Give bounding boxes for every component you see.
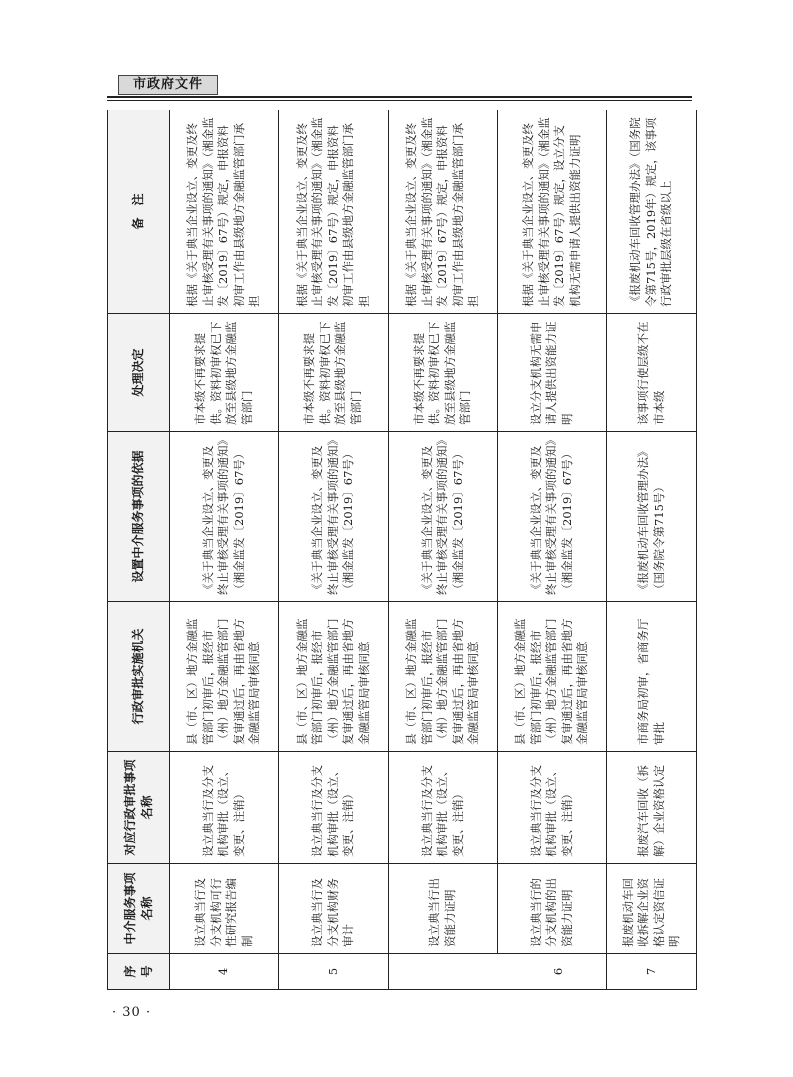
table-row [388,110,497,990]
cell-approval-name: 设立典当行及分支机构审批（设立、变更、注销） [388,752,497,864]
cell-authority: 县（市、区）地方金融监管部门初审后，报经市（州）地方金融监管部门复审通过后，再由省地方金融监管局审核同意 [170,602,279,752]
cell-seq: 7 [607,954,697,990]
col-header-remark: 备 注 [108,110,170,314]
table-header-row [108,110,170,990]
cell-approval-name: 报废汽车回收（拆解）企业资格认定 [607,752,697,864]
cell-decision: 设立分支机构无需申请人提供出资能力证明 [497,314,606,432]
cell-basis: 《关于典当企业设立、变更及终止审核受理有关事项的通知》（湘金监发〔2019〕67号） [170,432,279,602]
header-rule [107,96,692,98]
col-header-seq: 序号 [108,954,170,990]
cell-remark: 《报废机动车回收管理办法》（国务院令第715号，2019年）规定，该事项行政审批层级在省级以上 [607,110,697,314]
cell-remark: 根据《关于典当企业设立、变更及终止审核受理有关事项的通知》（湘金监发〔2019〕67号）规定，申报资料初审工作由县级地方金融监管部门承担 [170,110,279,314]
table-row [497,110,606,990]
cell-service-name: 设立典当行及分支机构财务审计 [279,864,388,954]
cell-decision: 市本级不再要求提供。资料初审权已下放至县级地方金融监管部门 [388,314,497,432]
cell-seq: 5 [279,954,388,990]
cell-approval-name: 设立典当行及分支机构审批（设立、变更、注销） [279,752,388,864]
cell-approval-name: 设立典当行及分支机构审批（设立、变更、注销） [497,752,606,864]
cell-remark: 根据《关于典当企业设立、变更及终止审核受理有关事项的通知》（湘金监发〔2019〕67号）规定，申报资料初审工作由县级地方金融监管部门承担 [388,110,497,314]
intermediary-services-table [107,110,697,990]
cell-service-name: 设立典当行出资能力证明 [388,864,497,954]
cell-decision: 该事项行使层级不在市本级 [607,314,697,432]
table-row [170,110,279,990]
cell-approval-name: 设立典当行及分支机构审批（设立、变更、注销） [170,752,279,864]
cell-remark: 根据《关于典当企业设立、变更及终止审核受理有关事项的通知》（湘金监发〔2019〕67号）规定，申报资料初审工作由县级地方金融监管部门承担 [279,110,388,314]
col-header-basis: 设置中介服务事项的依据 [108,432,170,602]
table-row [607,110,697,990]
table-row [279,110,388,990]
cell-decision: 市本级不再要求提供。资料初审权已下放至县级地方金融监管部门 [279,314,388,432]
col-header-approval-name: 对应行政审批事项名称 [108,752,170,864]
cell-basis: 《报废机动车回收管理办法》（国务院令第715号） [607,432,697,602]
rotated-table-content [107,110,697,990]
cell-service-name: 设立典当行的分支机构的出资能力证明 [497,864,606,954]
cell-basis: 《关于典当企业设立、变更及终止审核受理有关事项的通知》（湘金监发〔2019〕67号） [497,432,606,602]
cell-authority: 县（市、区）地方金融监管部门初审后，报经市（州）地方金融监管部门复审通过后，再由省地方金融监管局审核同意 [388,602,497,752]
cell-authority: 县（市、区）地方金融监管部门初审后，报经市（州）地方金融监管部门复审通过后，再由省地方金融监管局审核同意 [497,602,606,752]
cell-authority: 市商务局初审，省商务厅审批 [607,602,697,752]
cell-remark: 根据《关于典当企业设立、变更及终止审核受理有关事项的通知》（湘金监发〔2019〕67号）规定，设立分支机构无需申请人提供出资能力证明 [497,110,606,314]
document-category-tag: 市政府文件 [118,75,218,95]
rotated-table-frame [107,110,697,990]
cell-basis: 《关于典当企业设立、变更及终止审核受理有关事项的通知》（湘金监发〔2019〕67号） [279,432,388,602]
cell-basis: 《关于典当企业设立、变更及终止审核受理有关事项的通知》（湘金监发〔2019〕67号） [388,432,497,602]
page-number: · 30 · [112,1005,152,1020]
header-rule-thin [107,100,692,101]
cell-service-name: 设立典当行及分支机构可行性研究报告编制 [170,864,279,954]
col-header-authority: 行政审批实施机关 [108,602,170,752]
cell-service-name: 报废机动车回收拆解企业资格认定资信证明 [607,864,697,954]
col-header-decision: 处理决定 [108,314,170,432]
cell-decision: 市本级不再要求提供。资料初审权已下放至县级地方金融监管部门 [170,314,279,432]
cell-seq-merged: 6 [388,954,607,990]
cell-seq: 4 [170,954,279,990]
cell-authority: 县（市、区）地方金融监管部门初审后，报经市（州）地方金融监管部门复审通过后，再由省地方金融监管局审核同意 [279,602,388,752]
col-header-service-name: 中介服务事项名称 [108,864,170,954]
